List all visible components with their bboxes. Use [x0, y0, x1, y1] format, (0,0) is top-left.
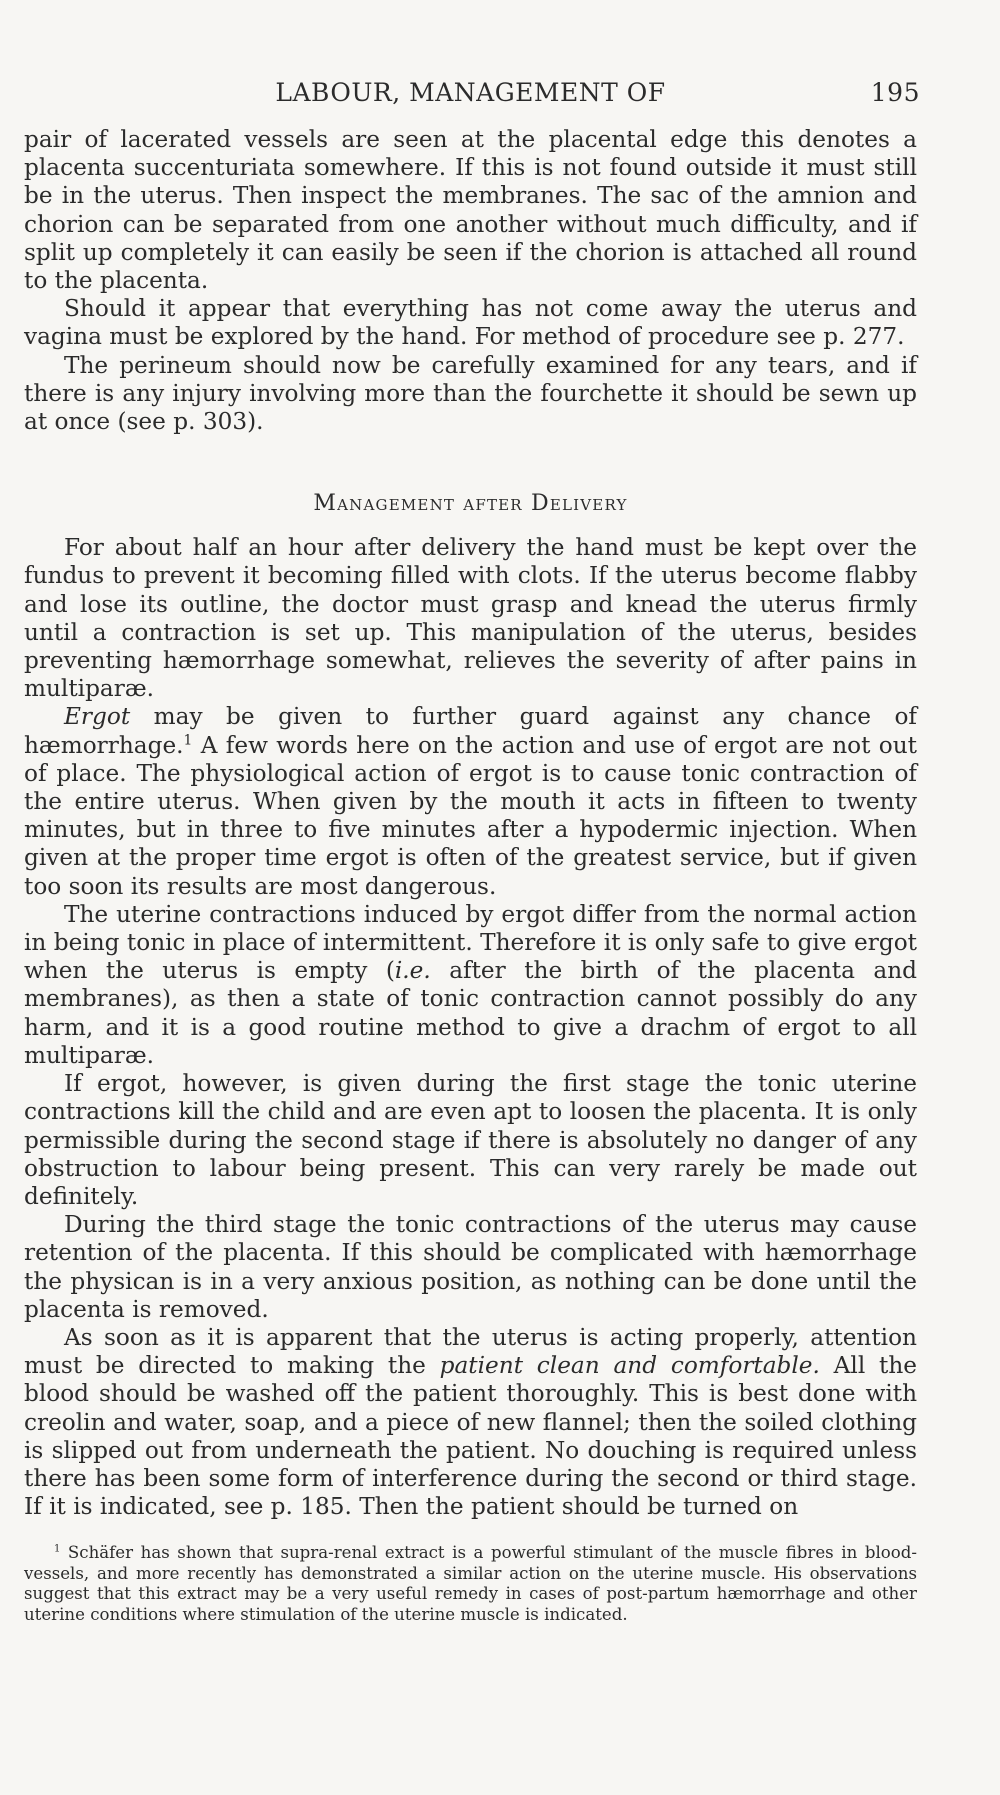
paragraph-text: The uterine contractions induced by ergot differ from the normal action in being tonic in place of intermittent. Therefore it is only safe to give ergot when the uterus is empty (	[24, 900, 917, 985]
paragraph: During the third stage the tonic contractions of the uterus may cause retention of the placenta. If this should be complicated with hæmorrhage the physican is in a very anxious position, as nothing can be done until the placenta is removed.	[24, 1211, 917, 1323]
continuation-block	[24, 126, 917, 436]
paragraph-text: after the birth of the placenta and membranes), as then a state of tonic contraction cannot possibly do any harm, and it is a good routine method to give a drachm of ergot to all multiparæ.	[24, 957, 917, 1069]
italic-term: Ergot	[64, 703, 131, 731]
footnote	[24, 1543, 917, 1625]
paragraph-text: A few words here on the action and use of ergot are not out of place. The physiological action of ergot is to cause tonic contraction of the entire uterus. When given by the mouth it acts in fifteen to twenty minutes, but in three to five minutes after a hypodermic injection. When given at the proper time ergot is often of the greatest service, but if given too soon its results are most dangerous.	[24, 731, 917, 900]
footnote-marker: 1	[183, 731, 193, 748]
running-title: LABOUR, MANAGEMENT OF	[275, 78, 666, 107]
section-heading	[24, 491, 917, 516]
paragraph-text: As soon as it is apparent that the uterus is acting properly, attention must be directed to making the	[24, 1323, 917, 1380]
footnote-marker: 1	[54, 1543, 61, 1555]
page-number: 195	[870, 78, 920, 107]
running-header	[24, 70, 920, 110]
paragraph	[24, 901, 917, 1070]
paragraph	[24, 703, 917, 900]
paragraph: If ergot, however, is given during the first stage the tonic uterine contractions kill the child and are even apt to loosen the placenta. It is only permissible during the second stage if there is absolutely no danger of any obstruction to labour being present. This can very rarely be made out definitely.	[24, 1070, 917, 1210]
italic-phrase: patient clean and comfortable.	[439, 1352, 820, 1380]
footnotes	[24, 1543, 917, 1625]
paragraph: Should it appear that everything has not come away the uterus and vagina must be explored by the hand. For method of procedure see p. 277.	[24, 295, 917, 351]
italic-term: i.e.	[394, 957, 431, 985]
section-body	[24, 534, 917, 1521]
paragraph	[24, 1324, 917, 1521]
paragraph-text: All the blood should be washed off the patient thoroughly. This is best done with creolin and water, soap, and a piece of new flannel; then the soiled clothing is slipped out from underneath the patient. No douching is required unless there has been some form of interference during the second or third stage. If it is indicated, see p. 185. Then the patient should be turned on	[24, 1352, 918, 1521]
footnote-text: Schäfer has shown that supra-renal extract is a powerful stimulant of the muscle fibres in blood-vessels, and more recently has demonstrated a similar action on the uterine muscle. His observations suggest that this extract may be a very useful remedy in cases of post-partum hæmorrhage and other uterine conditions where stimulation of the uterine muscle is indicated.	[24, 1543, 917, 1624]
paragraph: pair of lacerated vessels are seen at the placental edge this denotes a placenta succenturiata somewhere. If this is not found outside it must still be in the uterus. Then inspect the membranes. The sac of the amnion and chorion can be separated from one another without much difficulty, and if split up completely it can easily be seen if the chorion is attached all round to the placenta.	[24, 126, 917, 295]
book-page	[24, 70, 920, 1625]
paragraph: For about half an hour after delivery the hand must be kept over the fundus to prevent it becoming filled with clots. If the uterus become flabby and lose its outline, the doctor must grasp and knead the uterus firmly until a contraction is set up. This manipulation of the uterus, besides preventing hæmorrhage somewhat, relieves the severity of after pains in multiparæ.	[24, 534, 917, 703]
paragraph-text: may be given to further guard against any chance of hæmorrhage.	[24, 703, 917, 759]
section-heading-text: Management after Delivery	[313, 491, 628, 517]
paragraph: The perineum should now be carefully examined for any tears, and if there is any injury involving more than the fourchette it should be sewn up at once (see p. 303).	[24, 351, 917, 436]
